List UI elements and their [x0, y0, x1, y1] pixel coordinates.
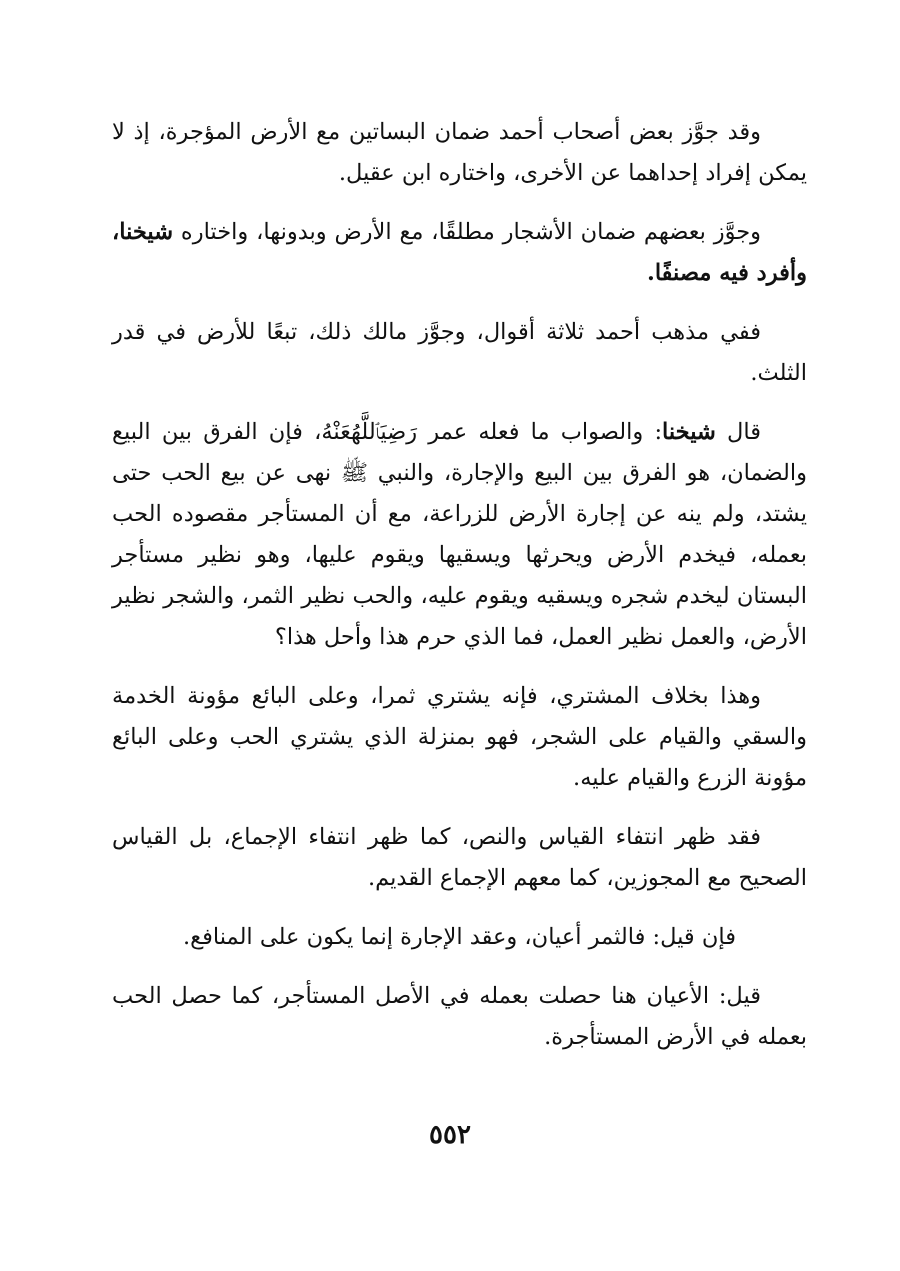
paragraph-3-text: ففي مذهب أحمد ثلاثة أقوال، وجوَّز مالك ذلك، تبعًا للأرض في قدر الثلث.	[112, 319, 807, 386]
paragraph-5-text: وهذا بخلاف المشتري، فإنه يشتري ثمرا، وعلى البائع مؤونة الخدمة والسقي والقيام على الشجر، فهو بمنزلة الذي يشتري الحب وعلى البائع مؤونة الزرع والقيام عليه.	[112, 683, 807, 791]
paragraph-2-text: وجوَّز بعضهم ضمان الأشجار مطلقًا، مع الأرض وبدونها، واختاره	[180, 219, 762, 245]
paragraph-4	[112, 412, 807, 658]
paragraph-1	[112, 112, 807, 194]
paragraph-1-text: وقد جوَّز بعض أصحاب أحمد ضمان البساتين مع الأرض المؤجرة، إذ لا يمكن إفراد إحداهما عن الأخرى، واختاره ابن عقيل.	[112, 119, 807, 186]
paragraph-8-text: قيل: الأعيان هنا حصلت بعمله في الأصل المستأجر، كما حصل الحب بعمله في الأرض المستأجرة.	[112, 983, 807, 1050]
paragraph-8	[112, 976, 807, 1058]
paragraph-4-lead: قال	[727, 419, 761, 445]
paragraph-5	[112, 676, 807, 799]
paragraph-4-bold-text: شيخنا	[662, 419, 716, 445]
paragraph-7-text: فإن قيل: فالثمر أعيان، وعقد الإجارة إنما يكون على المنافع.	[183, 924, 736, 950]
page-body	[112, 112, 807, 1076]
paragraph-3	[112, 312, 807, 394]
paragraph-7	[112, 917, 807, 958]
paragraph-6-text: فقد ظهر انتفاء القياس والنص، كما ظهر انتفاء الإجماع، بل القياس الصحيح مع المجوزين، كما معهم الإجماع القديم.	[112, 824, 807, 891]
paragraph-4-text: : والصواب ما فعله عمر رَضِيَٱللَّهُعَنْهُ، فإن الفرق بين البيع والضمان، هو الفرق بين البيع والإجارة، والنبي ﷺ نهى عن بيع الحب حتى يشتد، ولم ينه عن إجارة الأرض للزراعة، مع أن المستأجر مقصوده الحب بعمله، فيخدم الأرض ويحرثها ويسقيها ويقوم عليها، وهو نظير مستأجر البستان ليخدم شجره ويسقيه ويقوم عليه، والحب نظير الثمر، والشجر نظير الأرض، والعمل نظير العمل، فما الذي حرم هذا وأحل هذا؟	[112, 419, 807, 650]
paragraph-6	[112, 817, 807, 899]
page-number: ٥٥٢	[429, 1120, 471, 1150]
paragraph-2-bold-text: شيخنا، وأفرد فيه مصنفًا.	[112, 219, 807, 286]
paragraph-2	[112, 212, 807, 294]
